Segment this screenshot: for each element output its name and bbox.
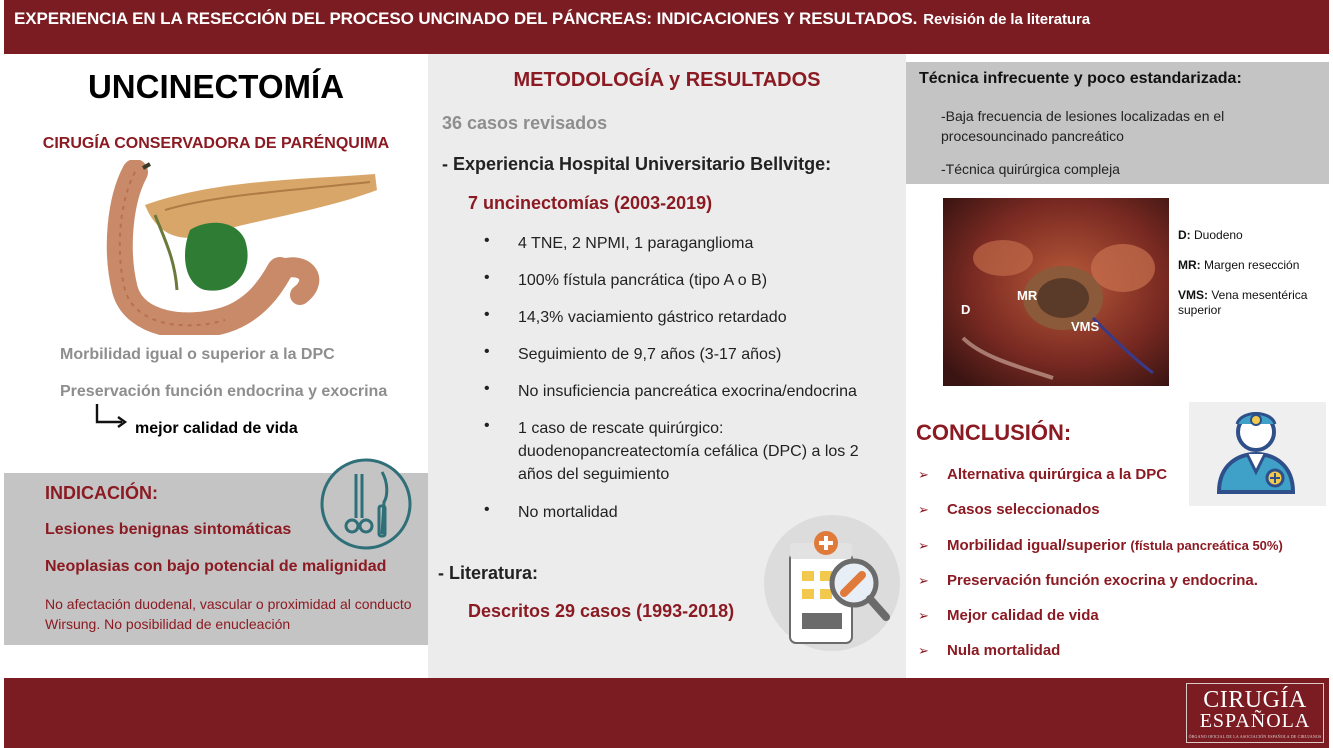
section-title-uncinectomia: UNCINECTOMÍA [87,68,345,105]
list-item: No mortalidad [518,504,618,521]
legend-key: D: [1178,228,1191,242]
arrow-right-down-icon [94,404,128,428]
conclusion-item: Preservación función exocrina y endocrina. [947,572,1258,589]
bullet-glyph: • [484,232,490,249]
legend-value: Duodeno [1194,228,1243,242]
preservation-text: Preservación función endocrina y exocrina [60,383,388,400]
page-title [14,9,1090,29]
legend-d [1178,228,1243,243]
conclusion-title: CONCLUSIÓN: [916,420,1072,445]
bullet-glyph: • [484,269,490,286]
literature-cases: Descritos 29 casos (1993-2018) [468,601,735,621]
legend-mr [1178,258,1299,273]
bullet-glyph: • [484,501,490,518]
better-quality-text: mejor calidad de vida [135,420,298,437]
bullet-arrow-icon: ➢ [918,573,929,588]
bullet-arrow-icon: ➢ [918,538,929,553]
logo-line: CIRUGÍA [1203,687,1307,713]
title-main: EXPERIENCIA EN LA RESECCIÓN DEL PROCESO UNCINADO DEL PÁNCREAS: INDICACIONES Y RESULTADOS. [14,9,918,28]
pancreas-illustration [95,160,385,335]
journal-logo [1186,683,1324,743]
morbidity-text: Morbilidad igual o superior a la DPC [60,346,335,363]
conclusion-note: (fístula pancreática 50%) [1130,538,1283,553]
bullet-glyph: • [484,343,490,360]
hospital-experience: - Experiencia Hospital Universitario Bellvitge: [442,154,832,174]
conclusion-item-with-note [947,537,1283,554]
legend-value: Vena mesentérica superior [1178,288,1308,317]
bullet-arrow-icon: ➢ [918,643,929,658]
legend-key: VMS: [1178,288,1208,302]
doctor-icon [1189,402,1326,506]
medical-document-search-icon [762,513,902,653]
methodology-title: METODOLOGÍA y RESULTADOS [513,69,821,91]
doctor-panel [1189,402,1326,506]
list-item: 100% fístula pancrática (tipo A o B) [518,272,768,289]
photo-label-d: D [961,302,971,317]
conclusion-item: Casos seleccionados [947,501,1100,518]
indication-title: INDICACIÓN: [45,483,158,503]
bullet-glyph: • [484,417,490,434]
literature-heading: - Literatura: [438,563,539,583]
legend-key: MR: [1178,258,1201,272]
conclusion-item: Alternativa quirúrgica a la DPC [947,466,1168,483]
indication-item: Neoplasias con bajo potencial de malignidad [45,558,387,575]
list-item: Seguimiento de 9,7 años (3-17 años) [518,346,782,363]
cases-reviewed: 36 casos revisados [442,113,608,133]
logo-line: ESPAÑOLA [1199,710,1311,732]
technique-item: -Baja frecuencia de lesiones localizadas en el procesouncinado pancreático [941,108,1225,144]
list-item: 14,3% vaciamiento gástrico retardado [518,309,787,326]
bullet-glyph: • [484,306,490,323]
surgical-instruments-icon [318,456,414,552]
indication-note: No afectación duodenal, vascular o proximidad al conducto Wirsung. No posibilidad de enucleación [45,596,412,632]
list-item: 1 caso de rescate quirúrgico: duodenopancreatectomía cefálica (DPC) a los 2 años del seguimiento [518,420,859,483]
indication-item: Lesiones benignas sintomáticas [45,521,292,538]
list-item: No insuficiencia pancreática exocrina/endocrina [518,383,857,400]
bullet-arrow-icon: ➢ [918,502,929,517]
conclusion-item: Morbilidad igual/superior [947,537,1127,554]
conclusion-item: Nula mortalidad [947,642,1061,659]
bullet-arrow-icon: ➢ [918,467,929,482]
section-subtitle: CIRUGÍA CONSERVADORA DE PARÉNQUIMA [42,135,390,152]
title-subtitle: Revisión de la literatura [923,11,1090,28]
photo-label-vms: VMS [1071,319,1100,334]
surgical-photo [943,198,1169,386]
photo-label-mr: MR [1017,288,1038,303]
technique-item: -Técnica quirúrgica compleja [941,161,1120,177]
bullet-glyph: • [484,380,490,397]
footer-bar [4,678,1329,748]
technique-title: Técnica infrecuente y poco estandarizada: [919,70,1242,87]
list-item: 4 TNE, 2 NPMI, 1 paraganglioma [518,235,754,252]
conclusion-item: Mejor calidad de vida [947,607,1099,624]
legend-vms [1178,288,1328,318]
logo-line: ÓRGANO OFICIAL DE LA ASOCIACIÓN ESPAÑOLA DE CIRUJANOS [1188,734,1322,739]
uncinectomies-count: 7 uncinectomías (2003-2019) [468,193,713,213]
bullet-arrow-icon: ➢ [918,608,929,623]
legend-value: Margen resección [1204,258,1300,272]
